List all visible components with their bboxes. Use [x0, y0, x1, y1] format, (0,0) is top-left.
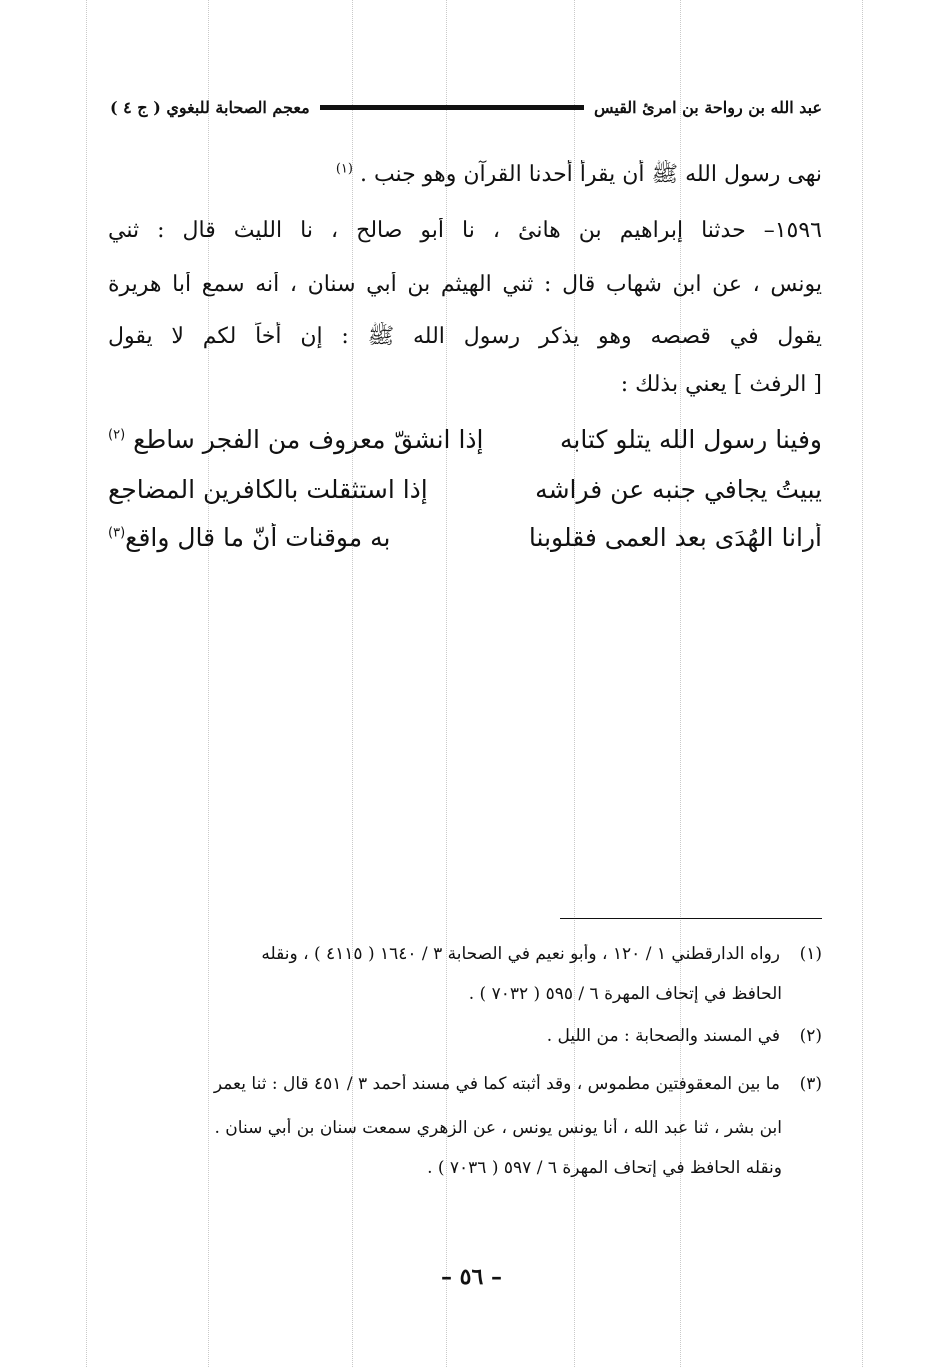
verse-second-hemistich: به موقنات أنّ ما قال واقع$^{(٣)}$: [108, 523, 391, 552]
running-header: [110, 92, 822, 122]
hadith-number-line: ١٥٩٦– حدثنا إبراهيم بن هانئ ، نا أبو صالح ، نا الليث قال : ثني: [108, 218, 822, 243]
footnote-1-continuation: الحافظ في إتحاف المهرة ٦ / ٥٩٥ ( ٧٠٣٢ ) .: [468, 984, 782, 1004]
footnote-3-continuation: ونقله الحافظ في إتحاف المهرة ٦ / ٥٩٧ ( ٧٠٣٦ ) .: [427, 1158, 782, 1178]
header-section-title: عبد الله بن رواحة بن امرئ القيس: [593, 97, 822, 117]
verse-first-hemistich: وفينا رسول الله يتلو كتابه: [560, 425, 822, 454]
verse-first-hemistich: يبيتُ يجافي جنبه عن فراشه: [535, 475, 822, 504]
scan-artifact-line: [86, 0, 87, 1367]
page-number: – ٥٦ –: [441, 1264, 502, 1290]
footnote-number: (٣): [799, 1074, 822, 1094]
footnote-3: (٣)ما بين المعقوفتين مطموس ، وقد أثبته كما في مسند أحمد ٣ / ٤٥١ قال : ثنا يعمر: [213, 1074, 822, 1094]
footnote-ref: (١): [335, 161, 353, 177]
scan-artifact-line: [862, 0, 863, 1367]
header-rule: [320, 105, 584, 110]
footnote-3-continuation: ابن بشر ، ثنا عبد الله ، أنا يونس يونس ، عن الزهري سمعت سنان بن أبي سنان .: [214, 1118, 782, 1138]
body-line: يقول في قصصه وهو يذكر رسول الله ﷺ : إن أخاً لكم لا يقول: [108, 324, 822, 349]
poem-verse: [108, 475, 822, 509]
footnote-2: (٢)في المسند والصحابة : من الليل .: [546, 1026, 822, 1046]
footnote-ref: (٢): [108, 427, 126, 443]
body-line: نهى رسول الله ﷺ أن يقرأ أحدنا القرآن وهو جنب . $^{(١)}$: [335, 161, 822, 187]
footnote-number: (٢): [799, 1026, 822, 1046]
verse-second-hemistich: إذا انشقّ معروف من الفجر ساطع $^{(٢)}$: [108, 425, 484, 454]
body-line: يونس ، عن ابن شهاب قال : ثني الهيثم بن أبي سنان ، أنه سمع أبا هريرة: [108, 272, 822, 297]
footnote-number: (١): [799, 944, 822, 964]
poem-verse: [108, 523, 822, 557]
footnote-separator: [560, 918, 822, 919]
header-book-title: معجم الصحابة للبغوي ( ج ٤ ): [110, 97, 310, 117]
poem-verse: [108, 425, 822, 459]
footnote-ref: (٣): [108, 525, 126, 541]
footnote-1: (١)رواه الدارقطني ١ / ١٢٠ ، وأبو نعيم في الصحابة ٣ / ١٦٤٠ ( ٤١١٥ ) ، ونقله: [261, 944, 822, 964]
verse-first-hemistich: أرانا الهُدَى بعد العمى فقلوبنا: [528, 523, 822, 552]
body-line: [ الرفث ] يعني بذلك :: [620, 372, 822, 397]
verse-second-hemistich: إذا استثقلت بالكافرين المضاجع: [108, 475, 428, 504]
